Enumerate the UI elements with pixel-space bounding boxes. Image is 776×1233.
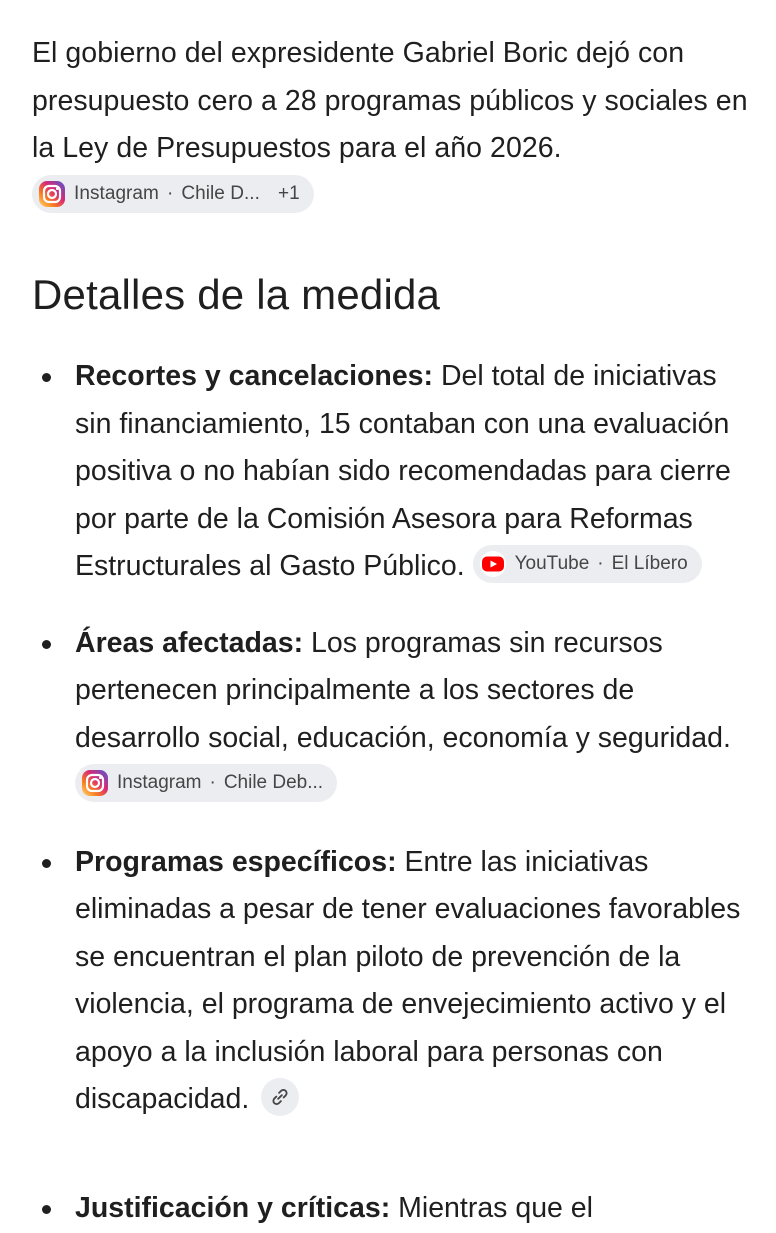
bullet-text: Del total de iniciativas sin financiamiento, 15 contaban con una evaluación positiva o no habían sido recomendadas para cierre por parte de la Comisión Asesora para Reformas Estructurales al Gasto Público. <box>75 360 731 582</box>
intro-paragraph <box>32 30 752 220</box>
cut-bullet-text: Mientras que el <box>390 1192 593 1224</box>
chip-separator: · <box>597 553 604 575</box>
chip-separator: · <box>166 182 174 204</box>
chip-outlet: El Líbero <box>611 553 688 575</box>
chip-platform: Instagram <box>74 182 159 204</box>
instagram-icon <box>81 769 109 797</box>
source-chip-youtube[interactable] <box>473 545 702 583</box>
link-icon <box>269 1086 291 1108</box>
chip-platform: Instagram <box>117 772 202 794</box>
bullet-text: Los programas sin recursos pertenecen principalmente a los sectores de desarrollo social, educación, economía y seguridad. <box>75 626 731 754</box>
cut-bullet-lead: Justificación y críticas: <box>75 1192 391 1224</box>
answer-content <box>32 30 752 1153</box>
source-link-button[interactable] <box>261 1078 299 1116</box>
instagram-icon <box>38 180 66 208</box>
bullet-lead: Programas específicos: <box>75 845 397 878</box>
intro-text: El gobierno del expresidente Gabriel Boric dejó con presupuesto cero a 28 programas públicos y sociales en la Ley de Presupuestos para el año 2026. <box>32 37 748 164</box>
chip-outlet: Chile D... <box>181 182 260 204</box>
cut-bullet-dot <box>42 1205 51 1214</box>
bullet-lead: Recortes y cancelaciones: <box>75 360 434 392</box>
source-chip-instagram[interactable] <box>32 175 314 213</box>
source-chip-instagram[interactable] <box>75 764 337 802</box>
chip-platform: YouTube <box>514 553 590 575</box>
youtube-icon <box>479 550 507 578</box>
list-item <box>32 620 752 810</box>
bullet-text: Entre las iniciativas eliminadas a pesar de tener evaluaciones favorables se encuentran el plan piloto de prevención de la violencia, el programa de envejecimiento activo y el apoyo a la inclusión laboral para personas con discapacidad. <box>75 845 741 1115</box>
list-item <box>32 839 752 1124</box>
bullet-lead: Áreas afectadas: <box>75 626 304 659</box>
section-title: Detalles de la medida <box>32 271 441 318</box>
chip-extra-count: +1 <box>277 182 300 204</box>
chip-outlet: Chile Deb... <box>223 772 324 794</box>
chip-separator: · <box>209 772 216 794</box>
details-list <box>32 353 752 1124</box>
cut-off-list-item <box>75 1185 593 1233</box>
list-item <box>32 353 752 591</box>
